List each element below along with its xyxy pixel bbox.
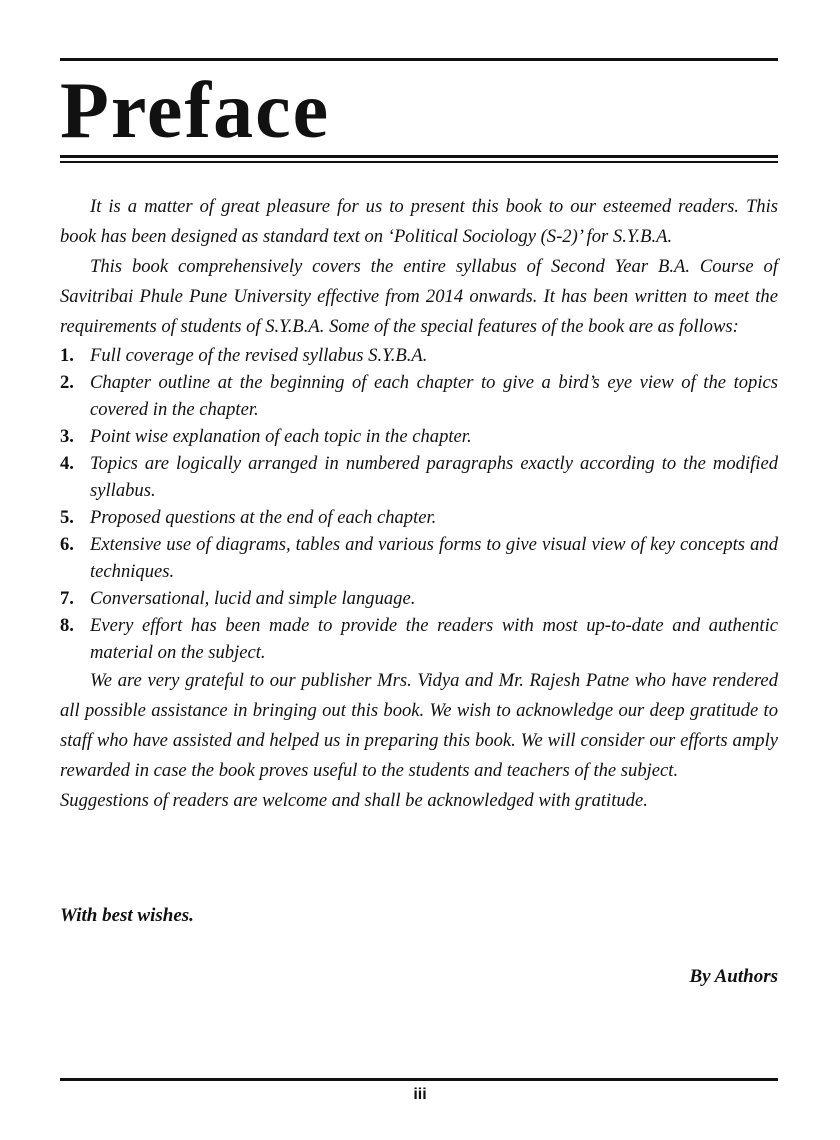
list-item-number: 3. <box>60 426 74 447</box>
list-item-number: 1. <box>60 345 74 366</box>
list-item-text: Chapter outline at the beginning of each chapter to give a bird’s eye view of the topics covered in the chapter. <box>90 372 778 420</box>
list-item-number: 2. <box>60 372 74 393</box>
page-title: Preface <box>60 67 331 155</box>
list-item-number: 5. <box>60 507 74 528</box>
list-item <box>60 612 778 666</box>
list-item <box>60 531 778 585</box>
list-item-text: Full coverage of the revised syllabus S.Y.B.A. <box>90 345 428 366</box>
list-item-text: Topics are logically arranged in numbered paragraphs exactly according to the modified syllabus. <box>90 453 778 501</box>
acknowledgement-paragraph: We are very grateful to our publisher Mrs. Vidya and Mr. Rajesh Patne who have rendered all possible assistance in bringing out this book. We wish to acknowledge our deep gratitude to staff who have assisted and helped us in preparing this book. We will consider our efforts amply rewarded in case the book proves useful to the students and teachers of the subject. <box>60 670 778 781</box>
list-item-number: 6. <box>60 534 74 555</box>
intro-paragraph-1: It is a matter of great pleasure for us to present this book to our esteemed readers. This book has been designed as standard text on ‘Political Sociology (S-2)’ for S.Y.B.A. <box>60 196 778 247</box>
list-item <box>60 585 778 612</box>
list-item <box>60 369 778 423</box>
list-item-number: 4. <box>60 453 74 474</box>
list-item <box>60 342 778 369</box>
list-item-text: Every effort has been made to provide the readers with most up-to-date and authentic material on the subject. <box>90 615 778 663</box>
list-item <box>60 423 778 450</box>
list-item <box>60 450 778 504</box>
top-rule <box>60 58 778 61</box>
list-item-text: Conversational, lucid and simple language. <box>90 588 416 609</box>
title-underline-thin <box>60 161 778 163</box>
list-item-number: 8. <box>60 615 74 636</box>
list-item-text: Point wise explanation of each topic in the chapter. <box>90 426 472 447</box>
list-item-number: 7. <box>60 588 74 609</box>
signature: By Authors <box>689 966 778 987</box>
features-list <box>60 342 778 666</box>
intro-paragraph-2: This book comprehensively covers the entire syllabus of Second Year B.A. Course of Savitribai Phule Pune University effective from 2014 onwards. It has been written to meet the requirements of students of S.Y.B.A. Some of the special features of the book are as follows: <box>60 256 778 337</box>
title-underline-thick <box>60 155 778 158</box>
list-item <box>60 504 778 531</box>
preface-body <box>60 192 778 816</box>
suggestions-paragraph: Suggestions of readers are welcome and shall be acknowledged with gratitude. <box>60 790 648 811</box>
closing-wishes: With best wishes. <box>60 905 194 926</box>
bottom-rule <box>60 1078 778 1081</box>
page-number: iii <box>413 1086 427 1103</box>
list-item-text: Extensive use of diagrams, tables and various forms to give visual view of key concepts and techniques. <box>90 534 778 582</box>
list-item-text: Proposed questions at the end of each chapter. <box>90 507 437 528</box>
